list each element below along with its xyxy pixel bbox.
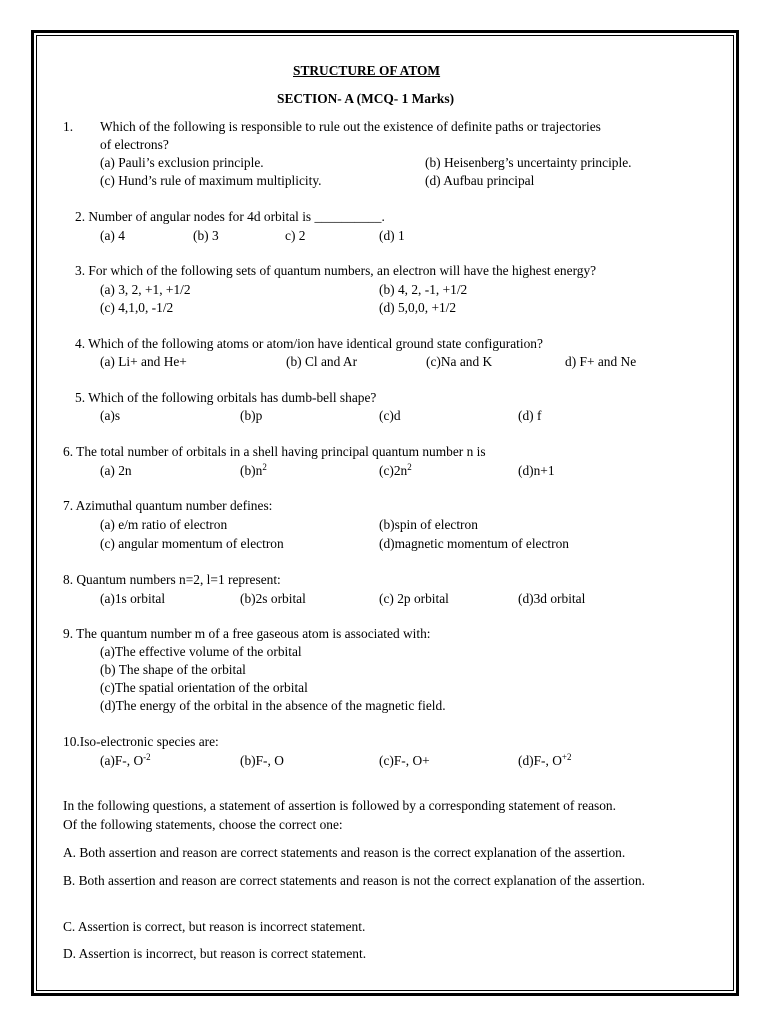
q5-option-a: (a)s [100,408,121,423]
q3-text: 3. For which of the following sets of quantum numbers, an electron will have the highest energy? [75,263,597,278]
q6-option-a: (a) 2n [100,463,132,478]
q2-option-b: (b) 3 [193,228,219,243]
assertion-option-b: B. Both assertion and reason are correct statements and reason is not the correct explanation of the assertion. [63,873,645,888]
q5-option-d: (d) f [518,408,542,423]
q4-option-d: d) F+ and Ne [565,354,637,369]
q1-option-c: (c) Hund’s rule of maximum multiplicity. [100,173,322,188]
q1-option-a: (a) Pauli’s exclusion principle. [100,155,264,170]
q4-option-b: (b) Cl and Ar [286,354,358,369]
q10-option-a: (a)F-, $O^{-2}$ [100,752,151,768]
q10-option-d: (d)F-, $O^{+2}$ [518,752,572,768]
q7-option-a: (a) e/m ratio of electron [100,517,228,532]
q7-text: 7. Azimuthal quantum number defines: [63,498,273,513]
q1-option-b: (b) Heisenberg’s uncertainty principle. [425,155,632,170]
q4-option-c: (c)Na and K [426,354,493,369]
q10-option-c: (c)F-, O+ [379,753,430,768]
q5-text: 5. Which of the following orbitals has dumb-bell shape? [75,390,377,405]
q2-text: 2. Number of angular nodes for 4d orbital is __________. [75,209,385,224]
assertion-intro-line2: Of the following statements, choose the correct one: [63,817,343,832]
q9-option-b: (b) The shape of the orbital [100,662,246,677]
assertion-option-d: D. Assertion is incorrect, but reason is correct statement. [63,946,367,961]
section-heading: SECTION- A (MCQ- 1 Marks) [277,91,455,106]
q4-text: 4. Which of the following atoms or atom/ion have identical ground state configuration? [75,336,543,351]
q10-option-b: (b)F-, O [240,753,284,768]
q5-option-c: (c)d [379,408,401,423]
q8-option-b: (b)2s orbital [240,591,306,606]
q8-option-a: (a)1s orbital [100,591,166,606]
q1-text-line2: of electrons? [100,137,169,152]
assertion-option-a: A. Both assertion and reason are correct statements and reason is the correct explanation of the assertion. [63,845,626,860]
q9-text: 9. The quantum number m of a free gaseous atom is associated with: [63,626,431,641]
q4-option-a: (a) Li+ and He+ [100,354,187,369]
q1-option-d: (d) Aufbau principal [425,173,535,188]
q9-option-d: (d)The energy of the orbital in the absence of the magnetic field. [100,698,446,713]
q1-text-line1: Which of the following is responsible to rule out the existence of definite paths or trajectories [100,119,601,134]
q8-text: 8. Quantum numbers n=2, l=1 represent: [63,572,281,587]
assertion-intro-line1: In the following questions, a statement of assertion is followed by a corresponding statement of reason. [63,798,616,813]
q3-option-d: (d) 5,0,0, +1/2 [379,300,457,315]
q3-option-b: (b) 4, 2, -1, +1/2 [379,282,468,297]
q6-option-d: (d)n+1 [518,463,555,478]
q9-option-c: (c)The spatial orientation of the orbital [100,680,308,695]
q1-number: 1. [63,119,74,134]
q6-text: 6. The total number of orbitals in a shell having principal quantum number n is [63,444,486,459]
assertion-option-c: C. Assertion is correct, but reason is incorrect statement. [63,919,366,934]
q3-option-c: (c) 4,1,0, -1/2 [100,300,174,315]
q2-option-d: (d) 1 [379,228,405,243]
page-title: STRUCTURE OF ATOM [293,63,441,78]
q7-option-d: (d)magnetic momentum of electron [379,536,570,551]
q2-option-c: c) 2 [285,228,306,243]
q7-option-b: (b)spin of electron [379,517,478,532]
q2-option-a: (a) 4 [100,228,125,243]
q8-option-c: (c) 2p orbital [379,591,449,606]
q6-option-c: $(c)2n^2$ [379,462,412,478]
q6-option-b: $(b)n^2$ [240,462,267,478]
q3-option-a: (a) 3, 2, +1, +1/2 [100,282,191,297]
q10-text: 10.Iso-electronic species are: [63,734,219,749]
q7-option-c: (c) angular momentum of electron [100,536,284,551]
q9-option-a: (a)The effective volume of the orbital [100,644,302,659]
q8-option-d: (d)3d orbital [518,591,586,606]
q5-option-b: (b)p [240,408,263,423]
